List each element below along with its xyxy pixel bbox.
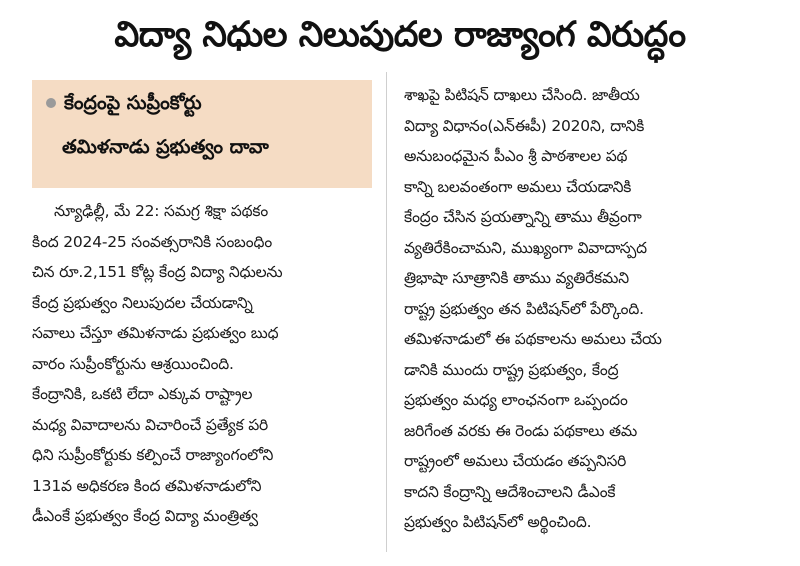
article-column-right xyxy=(404,80,780,538)
body-line: అనుబంధమైన పీఎం శ్రీ పాఠశాలల పథ xyxy=(404,147,628,165)
body-line: మధ్య వివాదాలను విచారించే ప్రత్యేక పరి xyxy=(32,415,269,434)
body-line: కేంద్ర ప్రభుత్వం నిలుపుదల చేయడాన్ని xyxy=(32,293,253,312)
column-divider xyxy=(386,72,387,552)
body-line: 131వ అధికరణ కింద తమిళనాడులోని xyxy=(32,476,262,495)
body-line: సవాలు చేస్తూ తమిళనాడు ప్రభుత్వం బుధ xyxy=(32,324,279,342)
body-line: విద్యా విధానం(ఎన్ఈపీ) 2020ని, దానికి xyxy=(404,116,645,135)
body-line: కేంద్రం చేసిన ప్రయత్నాన్ని తాము తీవ్రంగా xyxy=(404,208,642,226)
deck-line-2: తమిళనాడు ప్రభుత్వం దావా xyxy=(62,136,269,158)
article-column-left xyxy=(32,196,376,532)
headline: విద్యా నిధుల నిలుపుదల రాజ్యాంగ విరుద్ధం xyxy=(114,15,686,55)
body-line: కాదని కేంద్రాన్ని ఆదేశించాలని డీఎంకే xyxy=(404,482,616,501)
body-line: రాష్ట్రంలో అమలు చేయడం తప్పనిసరి xyxy=(404,452,627,470)
body-line: వారం సుప్రీంకోర్టును ఆశ్రయించింది. xyxy=(32,354,234,373)
body-line: న్యూఢిల్లీ, మే 22: సమగ్ర శిక్షా పథకం xyxy=(54,202,269,220)
body-line: జరిగేంత వరకు ఈ రెండు పథకాలు తమ xyxy=(404,421,638,440)
body-line: డానికి ముందు రాష్ట్ర ప్రభుత్వం, కేంద్ర xyxy=(404,360,619,379)
body-line: వ్యతిరేకించామని, ముఖ్యంగా వివాదాస్పద xyxy=(404,238,647,257)
deck-line-1: కేంద్రంపై సుప్రీంకోర్టు xyxy=(64,92,202,114)
body-line: కేంద్రానికి, ఒకటి లేదా ఎక్కువ రాష్ట్రాల xyxy=(32,385,253,403)
body-line: చిన రూ.2,151 కోట్ల కేంద్ర విద్యా నిధులను xyxy=(32,263,283,281)
bullet-icon xyxy=(46,98,56,108)
body-line: డీఎంకే ప్రభుత్వం కేంద్ర విద్యా మంత్రిత్వ xyxy=(32,507,258,525)
body-line: కింద 2024-25 సంవత్సరానికి సంబంధిం xyxy=(32,232,273,251)
body-line: త్రిభాషా సూత్రానికి తాము వ్యతిరేకమని xyxy=(404,269,629,287)
body-line: ప్రభుత్వం పిటిషన్‌లో అర్థించింది. xyxy=(404,513,592,531)
body-line: కాన్ని బలవంతంగా అమలు చేయడానికి xyxy=(404,177,632,196)
body-line: ధిని సుప్రీంకోర్టుకు కల్పించే రాజ్యాంగంలోని xyxy=(32,446,274,464)
deck-box xyxy=(32,80,372,188)
body-line: శాఖపై పిటిషన్ దాఖలు చేసింది. జాతీయ xyxy=(404,86,640,104)
body-line: రాష్ట్ర ప్రభుత్వం తన పిటిషన్‌లో పేర్కొంది. xyxy=(404,299,644,318)
body-line: తమిళనాడులో ఈ పథకాలను అమలు చేయ xyxy=(404,330,662,348)
body-line: ప్రభుత్వం మధ్య లాంఛనంగా ఒప్పందం xyxy=(404,391,628,409)
deck-line-1-row xyxy=(46,92,362,114)
